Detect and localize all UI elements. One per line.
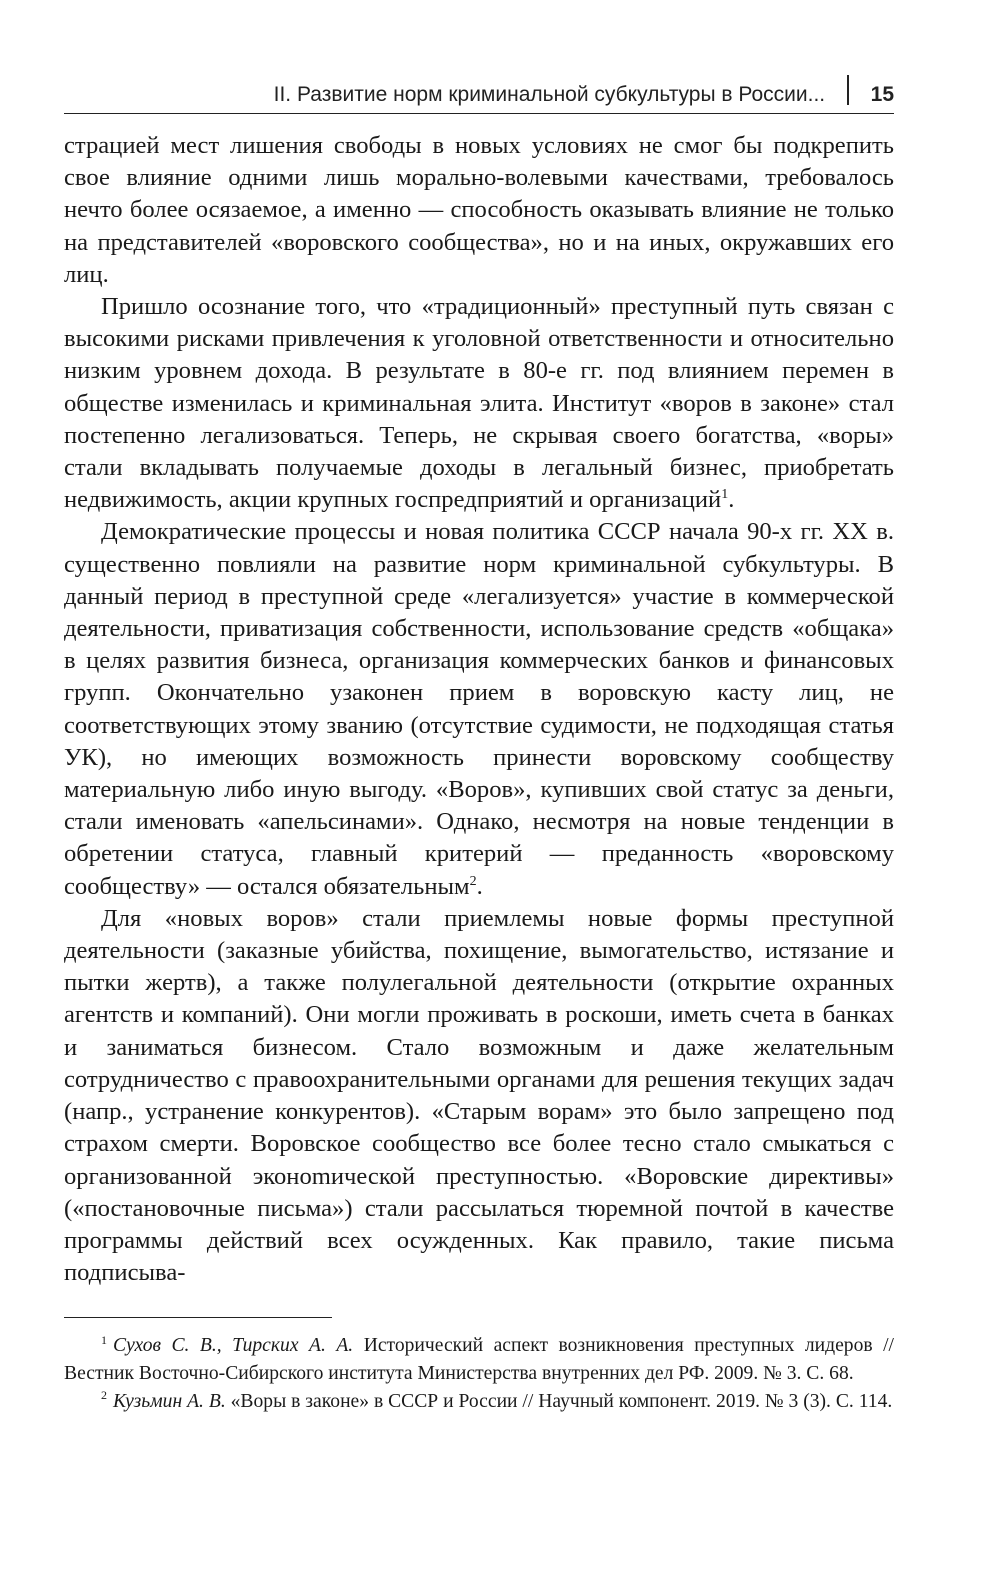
main-text <box>64 130 894 1289</box>
footnote-2-authors: Кузьмин А. В. <box>113 1390 226 1412</box>
paragraph-4-text: Для «новых воров» стали приемлемы новые формы преступной деятельности (заказные убийства, похищение, вымогательство, истязание и пытки жертв), а также полулегальной деятельности (открытие охранных агентств и компаний). Они могли проживать в роскоши, иметь счета в банках и заниматься бизнесом. Стало возможным и даже желательным сотрудничество с правоохранительными органами для решения текущих задач (напр., устранение конкурентов). «Старым ворам» это было запрещено под страхом смерти. Воровское сообщество все более тесно стало смыкаться с организованной эконоmической преступностью. «Воровские директивы» («постановочные письма») стали рассылаться тюремной почтой в качестве программы действий всех осужденных. Как правило, такие письма подписыва- <box>64 904 894 1287</box>
paragraph-1-text: страцией мест лишения свободы в новых условиях не смог бы подкрепить свое влияние одними лишь морально-волевыми качествами, требовалось нечто более осязаемое, а именно — способность оказывать влияние не только на представителей «воровского сообщества», но и на иных, окружавших его лиц. <box>64 132 894 288</box>
paragraph-2 <box>64 291 894 516</box>
footnote-1 <box>64 1332 894 1387</box>
paragraph-3 <box>64 516 894 902</box>
paragraph-3-text: Демократические процессы и новая политика СССР начала 90-х гг. XX в. существенно повлияли на развитие норм криминальной субкультуры. В данный период в преступной среде «легализуется» участие в коммерческой деятельности, приватизация собственности, использование средств «общака» в целях развития бизнеса, организация коммерческих банков и финансовых групп. Окончательно узаконен прием в воровскую касту лиц, не соответствующих этому званию (отсутствие судимости, не подходящая статья УК), но имеющих возможность принести воровскому сообществу материальную либо иную выгоду. «Воров», купивших свой статус за деньги, стали именовать «апельсинами». Однако, несмотря на новые тенденции в обретении статуса, главный критерий — преданность «воровскому сообществу» — остался обязательным <box>64 518 894 900</box>
footnote-2-number: 2 <box>101 1387 107 1402</box>
footnote-ref-2[interactable]: 2 <box>469 873 477 889</box>
header-separator <box>847 75 849 105</box>
paragraph-3-end: . <box>476 872 483 900</box>
book-page <box>64 60 894 1415</box>
footnote-1-text: Исторический аспект возникновения преступных лидеров // Вестник Восточно-Сибирского института Министерства внутренних дел РФ. 2009. № 3. С. 68. <box>64 1335 894 1384</box>
running-title: II. Развитие норм криминальной субкультуры в России... <box>273 83 826 106</box>
footnote-ref-1[interactable]: 1 <box>721 487 729 503</box>
footnote-2-text: «Воры в законе» в СССР и России // Научный компонент. 2019. № 3 (3). С. 114. <box>225 1390 893 1412</box>
page-number: 15 <box>870 83 894 106</box>
paragraph-2-text: Пришло осознание того, что «традиционный» преступный путь связан с высокими рисками привлечения к уголовной ответственности и относительно низким уровнем дохода. В результате в 80-е гг. под влиянием перемен в обществе изменилась и криминальная элита. Институт «воров в законе» стал постепенно легализоваться. Теперь, не скрывая своего богатства, «воры» стали вкладывать получаемые доходы в легальный бизнес, приобретать недвижимость, акции крупных госпредприятий и организаций <box>64 293 894 514</box>
paragraph-1 <box>64 130 894 291</box>
footnote-2 <box>64 1388 894 1416</box>
footnotes <box>64 1332 894 1415</box>
paragraph-2-end: . <box>728 486 735 514</box>
footnote-divider <box>64 1317 332 1318</box>
footnote-1-authors: Сухов С. В., Тирских А. А. <box>113 1335 354 1357</box>
running-header <box>64 60 894 114</box>
paragraph-4 <box>64 903 894 1289</box>
footnote-1-number: 1 <box>101 1332 107 1347</box>
